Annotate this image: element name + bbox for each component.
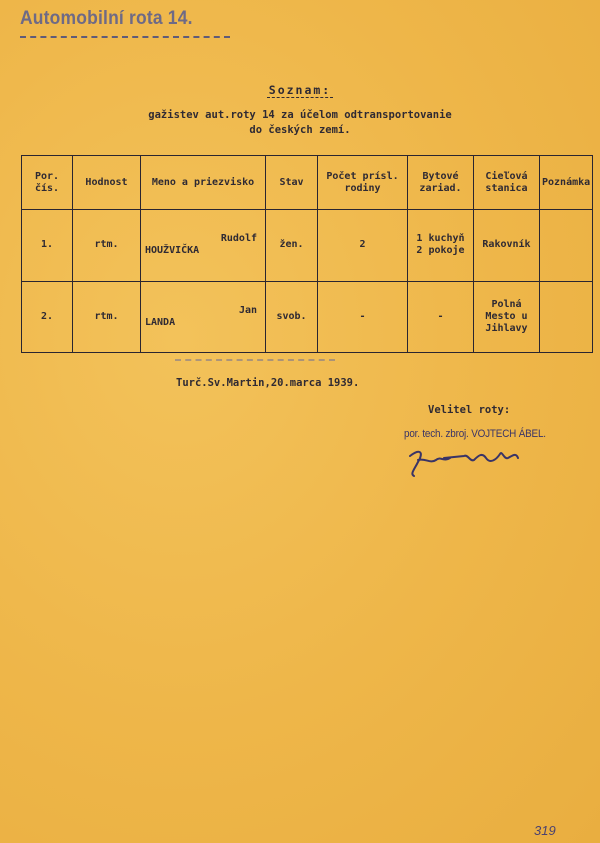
signature-stamp: por. tech. zbroj. VOJTECH ÁBEL. bbox=[404, 428, 546, 440]
first-name: Jan bbox=[238, 304, 257, 316]
name-cell bbox=[141, 210, 266, 281]
column-header: Počet prísl. rodiny bbox=[318, 156, 408, 210]
column-header: Por. čís. bbox=[22, 156, 73, 210]
subtitle-line-2: do českých zemí. bbox=[249, 124, 351, 136]
destination-cell: Rakovník bbox=[474, 210, 540, 281]
column-header: Stav bbox=[266, 156, 318, 210]
family-count-cell: - bbox=[318, 281, 408, 352]
column-header: Cieľová stanica bbox=[474, 156, 540, 210]
housing-line-1: - bbox=[437, 310, 444, 322]
note-cell bbox=[540, 210, 593, 281]
table-row bbox=[22, 210, 593, 281]
destination-cell: Polná Mesto u Jihlavy bbox=[474, 281, 540, 352]
row-number: 2. bbox=[22, 281, 73, 352]
document-title-text: Soznam: bbox=[268, 83, 332, 97]
family-count-cell: 2 bbox=[318, 210, 408, 281]
subtitle-line-1: gažistev aut.roty 14 za účelom odtransportovanie bbox=[148, 109, 452, 121]
housing-line-1: 1 kuchyň bbox=[416, 233, 465, 245]
table-header-row bbox=[22, 156, 593, 210]
place-and-date: Turč.Sv.Martin,20.marca 1939. bbox=[176, 377, 360, 389]
last-name: LANDA bbox=[145, 316, 176, 328]
last-name: HOUŽVIČKA bbox=[145, 245, 200, 257]
housing-cell bbox=[408, 210, 474, 281]
status-cell: žen. bbox=[266, 210, 318, 281]
stamp-divider bbox=[20, 36, 230, 38]
column-header: Poznámka bbox=[540, 156, 593, 210]
unit-stamp: Automobilní rota 14. bbox=[20, 8, 193, 29]
housing-line-2: 2 pokoje bbox=[416, 245, 465, 257]
faint-underline bbox=[175, 359, 335, 361]
first-name: Rudolf bbox=[220, 233, 257, 245]
column-header: Bytové zariad. bbox=[408, 156, 474, 210]
commander-label: Velitel roty: bbox=[428, 404, 511, 416]
table-row bbox=[22, 281, 593, 352]
personnel-table bbox=[21, 155, 593, 353]
row-number: 1. bbox=[22, 210, 73, 281]
handwritten-signature bbox=[404, 438, 524, 478]
note-cell bbox=[540, 281, 593, 352]
column-header: Hodnost bbox=[73, 156, 141, 210]
rank-cell: rtm. bbox=[73, 210, 141, 281]
document-subtitle bbox=[100, 108, 500, 138]
rank-cell: rtm. bbox=[73, 281, 141, 352]
housing-cell bbox=[408, 281, 474, 352]
column-header: Meno a priezvisko bbox=[141, 156, 266, 210]
page-number: 319 bbox=[534, 823, 556, 838]
document-title bbox=[0, 83, 600, 97]
status-cell: svob. bbox=[266, 281, 318, 352]
name-cell bbox=[141, 281, 266, 352]
